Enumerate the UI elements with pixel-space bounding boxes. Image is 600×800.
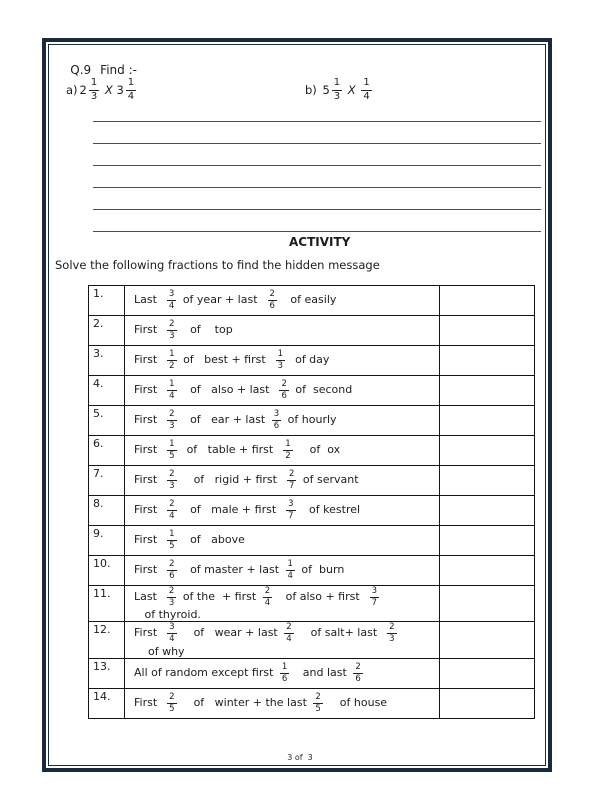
clue-text: Last — [134, 590, 164, 604]
answer-lines — [93, 100, 541, 232]
fraction-denominator: 4 — [286, 633, 292, 644]
fraction — [167, 439, 176, 461]
fraction-numerator: 1 — [287, 559, 293, 570]
fraction-numerator: 2 — [169, 469, 175, 480]
multiplication-sign: X — [101, 83, 117, 97]
row-clue-cell — [125, 622, 440, 658]
answer-line — [93, 122, 541, 144]
fraction-denominator: 4 — [168, 301, 175, 311]
clue-text: First — [134, 413, 165, 427]
clue-text: of ox — [295, 443, 341, 457]
row-number-cell: 12. — [89, 622, 125, 658]
clue-text: First — [134, 626, 165, 640]
table-row — [89, 496, 535, 526]
fraction — [167, 692, 176, 714]
fraction-denominator: 6 — [269, 301, 275, 311]
clue-text: First — [134, 383, 165, 397]
row-answer-cell — [440, 556, 535, 586]
fraction — [272, 409, 281, 431]
multiplication-sign: X — [344, 83, 360, 97]
row-answer-cell — [440, 286, 535, 316]
problem-label: a) — [66, 83, 78, 97]
fraction — [387, 622, 396, 644]
fraction-numerator: 1 — [169, 529, 175, 540]
fraction — [313, 692, 322, 714]
fraction-denominator: 5 — [169, 451, 175, 461]
row-clue-cell — [125, 556, 440, 586]
answer-line — [93, 166, 541, 188]
fraction — [353, 662, 362, 684]
fraction — [167, 319, 176, 341]
clue-text: of why — [134, 644, 185, 658]
fraction-numerator: 2 — [286, 622, 292, 633]
row-number-cell: 5. — [89, 406, 125, 436]
table-row — [89, 406, 535, 436]
row-number-cell: 2. — [89, 316, 125, 346]
fraction-denominator: 4 — [169, 511, 175, 521]
fraction — [268, 289, 277, 311]
clue-text: of rigid + first — [179, 473, 284, 487]
fraction — [167, 289, 176, 311]
clue-text: First — [134, 563, 165, 577]
page-number: 3 of 3 — [287, 753, 313, 762]
row-answer-cell — [440, 436, 535, 466]
row-answer-cell — [440, 526, 535, 556]
row-number-cell: 14. — [89, 688, 125, 718]
fraction-denominator: 6 — [281, 673, 288, 684]
clue-text: and last — [292, 666, 351, 679]
row-clue-cell — [125, 658, 440, 688]
fraction-numerator: 2 — [169, 319, 175, 330]
fraction — [167, 469, 176, 491]
table-row — [89, 346, 535, 376]
row-number-cell: 1. — [89, 286, 125, 316]
clue-text: of male + first — [179, 503, 284, 517]
fraction-numerator: 2 — [269, 289, 275, 300]
clue-text: First — [134, 353, 165, 367]
row-number-cell: 8. — [89, 496, 125, 526]
row-number-cell: 6. — [89, 436, 125, 466]
puzzle-table — [88, 285, 535, 719]
row-clue-cell — [125, 406, 440, 436]
row-answer-cell — [440, 688, 535, 718]
clue-text: 5 — [318, 83, 330, 97]
row-number-cell: 3. — [89, 346, 125, 376]
clue-text: All of random except first — [134, 666, 277, 679]
clue-text: First — [134, 323, 165, 337]
fraction-denominator: 7 — [288, 511, 294, 521]
fraction-denominator: 6 — [169, 571, 175, 581]
table-row — [89, 622, 535, 658]
fraction-denominator: 5 — [315, 703, 321, 714]
row-answer-cell — [440, 406, 535, 436]
fraction-numerator: 1 — [169, 349, 175, 360]
answer-line — [93, 144, 541, 166]
table-row — [89, 688, 535, 718]
fraction-numerator: 2 — [355, 661, 361, 672]
table-row — [89, 556, 535, 586]
fraction — [276, 349, 285, 371]
fraction-numerator: 2 — [315, 691, 321, 702]
clue-text: First — [134, 443, 165, 457]
row-clue-cell — [125, 286, 440, 316]
fraction-numerator: 2 — [168, 586, 175, 596]
clue-text: of easily — [279, 293, 337, 307]
fraction-numerator: 1 — [89, 77, 99, 91]
row-answer-cell — [440, 346, 535, 376]
clue-text: of top — [179, 323, 233, 337]
fraction — [283, 439, 292, 461]
row-clue-cell — [125, 346, 440, 376]
fraction-denominator: 2 — [285, 451, 291, 461]
answer-line — [93, 210, 541, 232]
clue-text: First — [134, 473, 165, 487]
fraction-denominator: 4 — [169, 633, 175, 644]
fraction-denominator: 3 — [169, 331, 175, 341]
fraction-numerator: 2 — [288, 469, 295, 480]
clue-text: of servant — [299, 473, 359, 487]
row-clue-cell — [125, 526, 440, 556]
table-row — [89, 286, 535, 316]
clue-text: First — [134, 503, 165, 517]
clue-text: of master + last — [179, 563, 283, 577]
clue-text: 3 — [116, 83, 124, 97]
fraction — [167, 622, 176, 644]
fraction — [286, 559, 295, 581]
clue-text: of burn — [297, 563, 345, 577]
answer-line — [93, 100, 541, 122]
fraction-denominator: 3 — [168, 597, 175, 608]
clue-text: of also + first — [275, 590, 367, 604]
clue-text: of salt+ last — [296, 626, 385, 640]
row-answer-cell — [440, 376, 535, 406]
clue-text: of ear + last — [179, 413, 269, 427]
row-number-cell: 13. — [89, 658, 125, 688]
fraction-numerator: 3 — [371, 586, 378, 596]
fraction — [263, 586, 272, 608]
table-row — [89, 436, 535, 466]
clue-text: First — [134, 533, 165, 547]
question-prompt: Find :- — [100, 63, 137, 77]
fraction — [279, 379, 288, 401]
clue-text: of house — [325, 696, 388, 709]
fraction-denominator: 7 — [288, 481, 295, 491]
clue-text: Last — [134, 293, 164, 307]
fraction — [284, 622, 293, 644]
table-row — [89, 466, 535, 496]
clue-text: First — [134, 696, 165, 709]
clue-text: of thyroid. — [134, 608, 201, 622]
fraction — [280, 662, 289, 684]
fraction-denominator: 4 — [264, 597, 271, 608]
fraction-numerator: 3 — [273, 409, 280, 420]
row-number-cell: 9. — [89, 526, 125, 556]
clue-text: of also + last — [179, 383, 277, 397]
fraction-denominator: 6 — [273, 421, 280, 431]
fraction-denominator: 6 — [281, 391, 287, 401]
row-number-cell: 11. — [89, 586, 125, 622]
fraction-denominator: 4 — [363, 90, 370, 102]
fraction-denominator: 7 — [371, 597, 378, 608]
fraction-numerator: 2 — [281, 379, 287, 390]
problem-label: b) — [305, 83, 317, 97]
fraction-numerator: 1 — [285, 439, 291, 450]
fraction-numerator: 1 — [281, 661, 288, 672]
fraction — [167, 559, 176, 581]
fraction — [167, 409, 176, 431]
fraction-numerator: 1 — [332, 77, 342, 91]
clue-text: of above — [179, 533, 245, 547]
fraction-denominator: 5 — [169, 541, 175, 551]
fraction-numerator: 1 — [169, 379, 175, 390]
table-row — [89, 586, 535, 622]
fraction-denominator: 3 — [333, 90, 341, 102]
row-clue-cell — [125, 466, 440, 496]
fraction-denominator: 3 — [169, 481, 175, 491]
fraction — [370, 586, 379, 608]
table-row — [89, 526, 535, 556]
fraction — [167, 379, 176, 401]
clue-text: of day — [288, 353, 330, 367]
clue-text: of best + first — [179, 353, 273, 367]
fraction-denominator: 4 — [127, 90, 135, 102]
question-number: Q.9 — [70, 63, 92, 77]
row-number-cell: 4. — [89, 376, 125, 406]
clue-text: of winter + the last — [179, 696, 311, 709]
clue-text: of table + first — [179, 443, 281, 457]
fraction — [167, 499, 176, 521]
row-answer-cell — [440, 622, 535, 658]
fraction-numerator: 2 — [169, 499, 175, 510]
row-clue-cell — [125, 496, 440, 526]
row-answer-cell — [440, 658, 535, 688]
fraction-denominator: 2 — [169, 361, 175, 371]
fraction — [167, 586, 176, 608]
table-row — [89, 316, 535, 346]
clue-text: of wear + last — [179, 626, 282, 640]
row-number-cell: 10. — [89, 556, 125, 586]
fraction-numerator: 2 — [169, 559, 175, 570]
clue-text: of hourly — [284, 413, 337, 427]
row-answer-cell — [440, 586, 535, 622]
clue-text: of second — [291, 383, 353, 397]
table-row — [89, 376, 535, 406]
row-clue-cell — [125, 586, 440, 622]
fraction-numerator: 2 — [264, 586, 271, 596]
row-answer-cell — [440, 466, 535, 496]
answer-line — [93, 188, 541, 210]
fraction-numerator: 1 — [169, 439, 175, 450]
row-answer-cell — [440, 496, 535, 526]
fraction-numerator: 1 — [126, 77, 136, 91]
clue-text: of year + last — [179, 293, 265, 307]
row-clue-cell — [125, 376, 440, 406]
fraction-numerator: 1 — [277, 349, 284, 360]
fraction-denominator: 4 — [287, 571, 293, 581]
fraction-numerator: 3 — [288, 499, 294, 510]
fraction-denominator: 3 — [277, 361, 284, 371]
fraction-denominator: 3 — [169, 421, 175, 431]
row-number-cell: 7. — [89, 466, 125, 496]
fraction-numerator: 2 — [169, 409, 175, 420]
fraction-denominator: 5 — [169, 703, 175, 714]
row-clue-cell — [125, 436, 440, 466]
fraction-denominator: 6 — [355, 673, 361, 684]
activity-title: ACTIVITY — [289, 235, 351, 249]
activity-instruction: Solve the following fractions to find the hidden message — [55, 258, 380, 272]
clue-text: 2 — [79, 83, 87, 97]
fraction-numerator: 3 — [169, 622, 175, 633]
fraction-numerator: 2 — [389, 622, 395, 633]
clue-text: of the + first — [179, 590, 260, 604]
fraction-numerator: 1 — [361, 77, 371, 91]
table-row — [89, 658, 535, 688]
fraction — [167, 529, 176, 551]
row-answer-cell — [440, 316, 535, 346]
row-clue-cell — [125, 316, 440, 346]
fraction-numerator: 3 — [168, 289, 175, 300]
fraction-numerator: 2 — [169, 691, 175, 702]
fraction — [287, 469, 296, 491]
clue-text: of kestrel — [298, 503, 361, 517]
row-clue-cell — [125, 688, 440, 718]
fraction — [167, 349, 176, 371]
fraction — [286, 499, 295, 521]
fraction-denominator: 3 — [90, 90, 98, 102]
fraction-denominator: 3 — [389, 633, 395, 644]
fraction-denominator: 4 — [169, 391, 175, 401]
